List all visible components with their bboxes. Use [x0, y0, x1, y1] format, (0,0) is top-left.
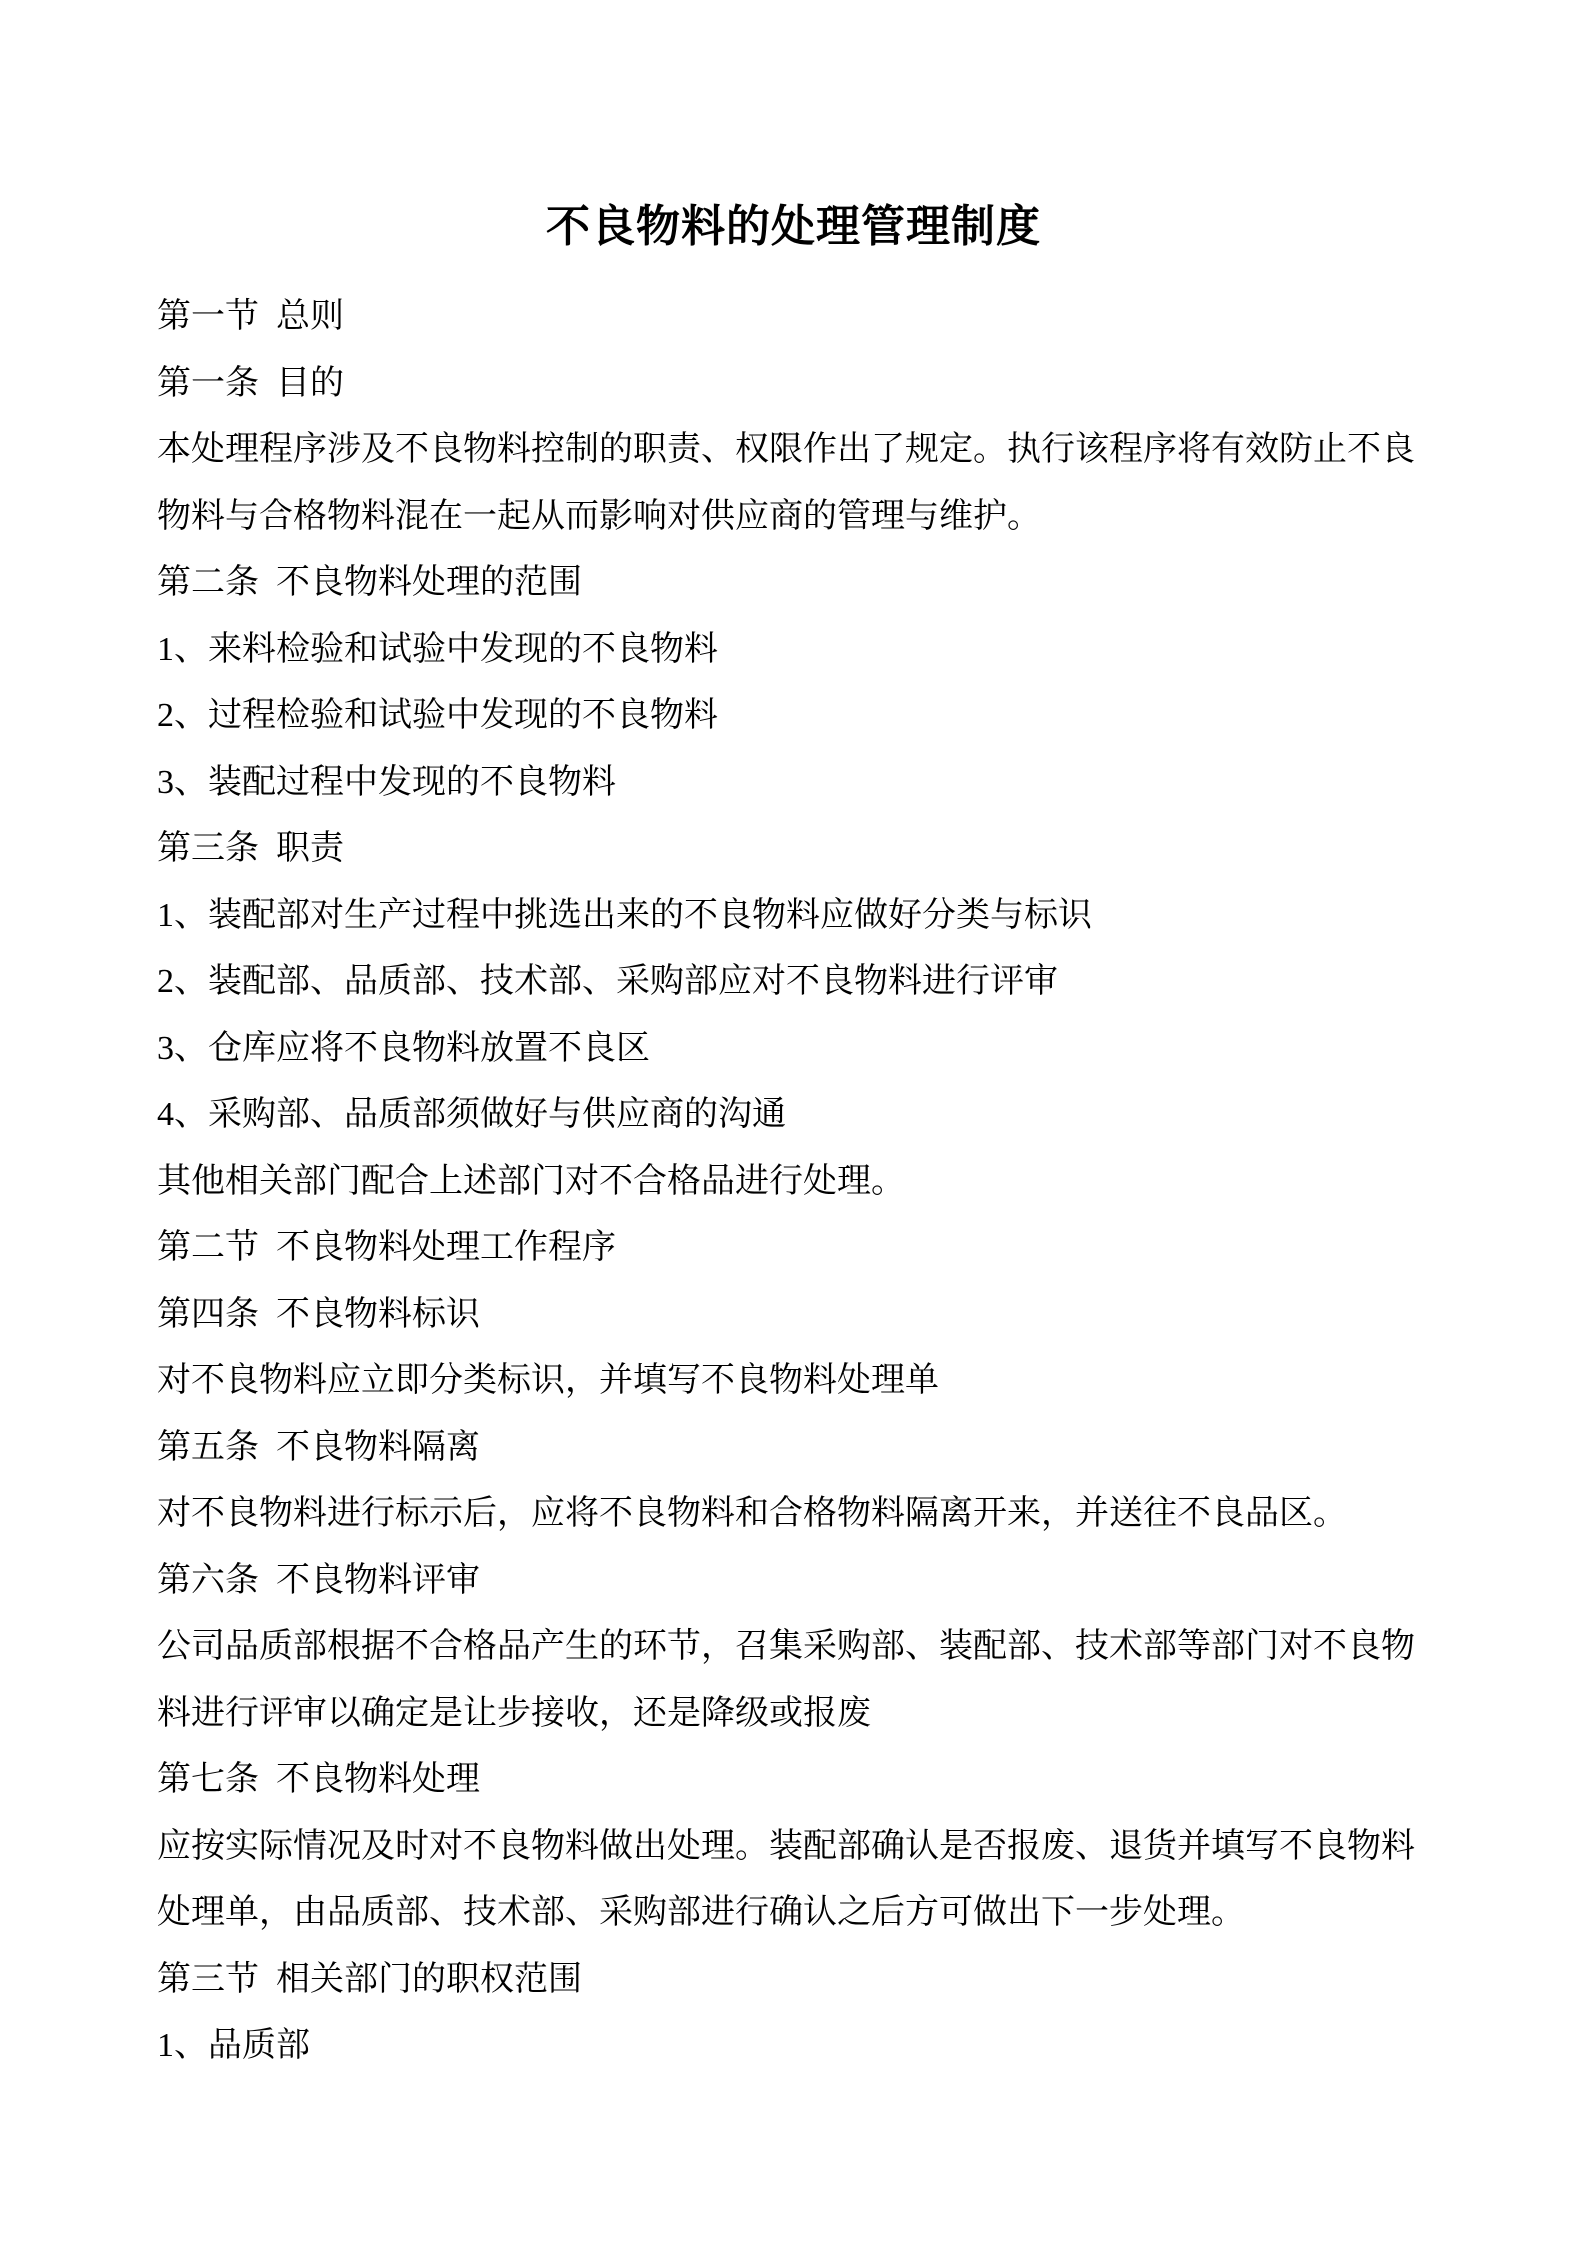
- paragraph-line: 对不良物料应立即分类标识，并填写不良物料处理单: [157, 1362, 939, 1399]
- paragraph-line: 公司品质部根据不合格品产生的环节，召集采购部、装配部、技术部等部门对不良物: [157, 1628, 1415, 1665]
- page-title: 不良物料的处理管理制度: [546, 202, 1041, 251]
- list-item: 2、过程检验和试验中发现的不良物料: [157, 697, 718, 734]
- section-heading: 第二节 不良物料处理工作程序: [157, 1229, 616, 1266]
- list-item: 2、装配部、品质部、技术部、采购部应对不良物料进行评审: [157, 963, 1058, 1000]
- article-heading: 第一条 目的: [157, 364, 344, 402]
- paragraph-line: 本处理程序涉及不良物料控制的职责、权限作出了规定。执行该程序将有效防止不良: [157, 431, 1415, 468]
- article-heading: 第五条 不良物料隔离: [157, 1428, 480, 1466]
- section-heading: 第一节 总则: [157, 298, 344, 335]
- section-heading: 第三节 相关部门的职权范围: [157, 1960, 582, 1998]
- paragraph-line: 处理单，由品质部、技术部、采购部进行确认之后方可做出下一步处理。: [157, 1894, 1245, 1931]
- article-heading: 第四条 不良物料标识: [157, 1295, 480, 1333]
- paragraph-line: 料进行评审以确定是让步接收，还是降级或报废: [157, 1694, 871, 1732]
- list-item: 1、来料检验和试验中发现的不良物料: [157, 630, 718, 668]
- paragraph-line: 物料与合格物料混在一起从而影响对供应商的管理与维护。: [157, 497, 1041, 535]
- article-heading: 第三条 职责: [157, 830, 344, 867]
- document-body: [157, 284, 1447, 2080]
- article-heading: 第二条 不良物料处理的范围: [157, 564, 582, 601]
- paragraph-line: 对不良物料进行标示后，应将不良物料和合格物料隔离开来，并送往不良品区。: [157, 1495, 1347, 1532]
- article-heading: 第七条 不良物料处理: [157, 1761, 480, 1798]
- list-item: 3、仓库应将不良物料放置不良区: [157, 1029, 650, 1067]
- list-item: 1、装配部对生产过程中挑选出来的不良物料应做好分类与标识: [157, 896, 1092, 934]
- list-item: 1、品质部: [157, 2027, 310, 2064]
- article-heading: 第六条 不良物料评审: [157, 1561, 480, 1599]
- list-item: 4、采购部、品质部须做好与供应商的沟通: [157, 1096, 786, 1133]
- paragraph-line: 其他相关部门配合上述部门对不合格品进行处理。: [157, 1162, 905, 1200]
- list-item: 3、装配过程中发现的不良物料: [157, 763, 616, 801]
- paragraph-line: 应按实际情况及时对不良物料做出处理。装配部确认是否报废、退货并填写不良物料: [157, 1827, 1415, 1865]
